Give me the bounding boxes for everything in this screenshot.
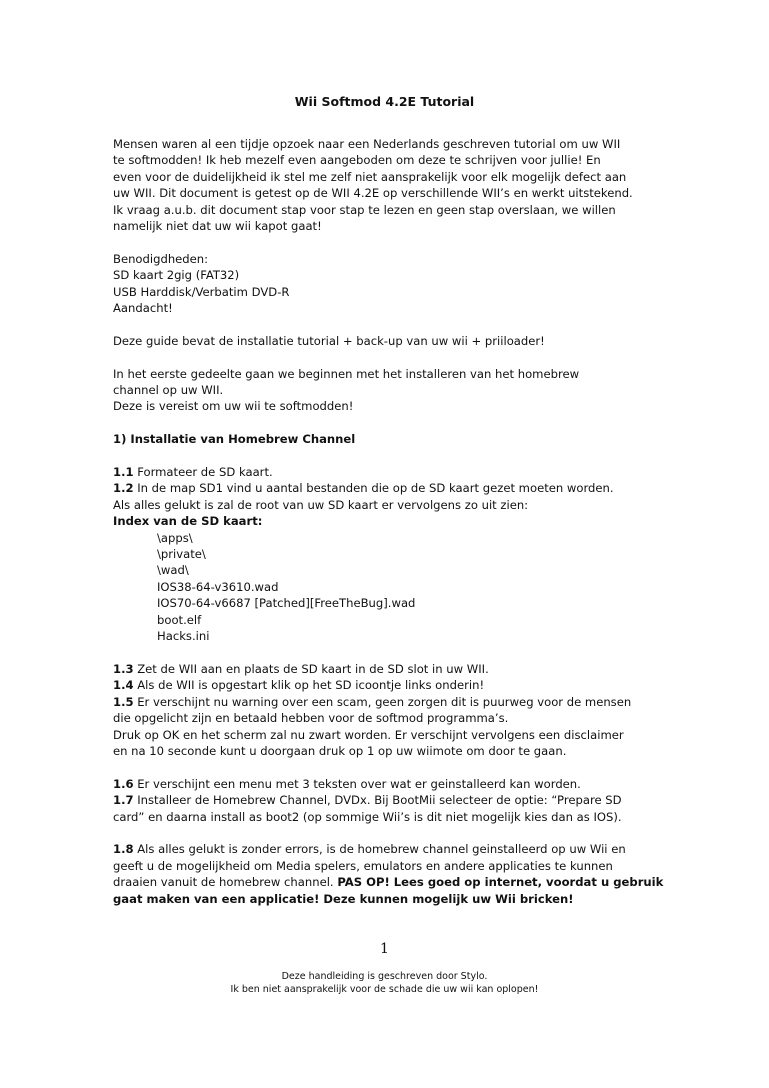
step-number: 1.2 bbox=[113, 481, 134, 496]
step-1-5 bbox=[113, 694, 658, 710]
step-text: Zet de WII aan en plaats de SD kaart in de SD slot in uw WII. bbox=[133, 661, 489, 676]
footer-line: Deze handleiding is geschreven door Stylo. bbox=[281, 971, 488, 982]
step-1-3 bbox=[113, 661, 658, 677]
guide-note: Deze guide bevat de installatie tutorial + back-up van uw wii + priiloader! bbox=[113, 333, 545, 348]
sd-index-item: boot.elf bbox=[157, 612, 202, 627]
requirement-item: SD kaart 2gig (FAT32) bbox=[113, 268, 240, 283]
step-1-4 bbox=[113, 677, 658, 693]
step-number: 1.1 bbox=[113, 465, 134, 480]
step-text: Er verschijnt een menu met 3 teksten over wat er geinstalleerd kan worden. bbox=[133, 776, 581, 791]
intro-paragraph bbox=[113, 136, 658, 234]
intro-line: namelijk niet dat uw wii kapot gaat! bbox=[113, 219, 322, 234]
step-number: 1.5 bbox=[113, 694, 134, 709]
sd-index-item: \apps\ bbox=[157, 530, 193, 545]
step-1-7-continued: card” en daarna install as boot2 (op sommige Wii’s is dit niet mogelijk kies dan as IOS). bbox=[113, 809, 622, 824]
step-text: Er verschijnt nu warning over een scam, geen zorgen dit is puurweg voor de mensen bbox=[133, 694, 632, 709]
page-number: 1 bbox=[380, 941, 389, 957]
step-number: 1.3 bbox=[113, 661, 134, 676]
step-1-7 bbox=[113, 792, 658, 808]
step-number: 1.6 bbox=[113, 776, 134, 791]
step-text: Als alles gelukt is zonder errors, is de homebrew channel geinstalleerd op uw Wii en bbox=[133, 842, 626, 857]
part-intro-paragraph bbox=[113, 366, 658, 415]
page-footer bbox=[0, 970, 769, 996]
step-1-1 bbox=[113, 464, 658, 480]
step-text: In de map SD1 vind u aantal bestanden die op de SD kaart gezet moeten worden. bbox=[133, 481, 614, 496]
section-heading: 1) Installatie van Homebrew Channel bbox=[113, 432, 356, 447]
step-text: Installeer de Homebrew Channel, DVDx. Bij BootMii selecteer de optie: “Prepare SD bbox=[133, 793, 622, 808]
step-1-2 bbox=[113, 480, 658, 496]
intro-line: even voor de duidelijkheid ik stel me zelf niet aansprakelijk voor elk mogelijk defect aan bbox=[113, 169, 627, 184]
requirement-item: USB Harddisk/Verbatim DVD-R bbox=[113, 284, 290, 299]
step-1-5-continued: die opgelicht zijn en betaald hebben voor de softmod programma’s. bbox=[113, 711, 509, 726]
requirements-heading: Benodigdheden: bbox=[113, 251, 209, 266]
intro-line: uw WII. Dit document is getest op de WII 4.2E op verschillende WII’s en werkt uitstekend. bbox=[113, 186, 633, 201]
step-number: 1.8 bbox=[113, 842, 134, 857]
sd-index-item: IOS70-64-v6687 [Patched][FreeTheBug].wad bbox=[157, 596, 416, 611]
step-1-5-continued: Druk op OK en het scherm zal nu zwart worden. Er verschijnt vervolgens een disclaimer bbox=[113, 727, 624, 742]
step-text: draaien vanuit de homebrew channel. bbox=[113, 875, 338, 890]
step-text: Als de WII is opgestart klik op het SD icoontje links onderin! bbox=[133, 678, 485, 693]
step-number: 1.4 bbox=[113, 678, 134, 693]
sd-index-item: \private\ bbox=[157, 547, 206, 562]
document-title: Wii Softmod 4.2E Tutorial bbox=[294, 94, 475, 109]
part-intro-line: In het eerste gedeelte gaan we beginnen met het installeren van het homebrew bbox=[113, 366, 580, 381]
intro-line: Ik vraag a.u.b. dit document stap voor stap te lezen en geen stap overslaan, we willen bbox=[113, 202, 616, 217]
step-1-8-continued bbox=[113, 874, 664, 890]
sd-index-item: IOS38-64-v3610.wad bbox=[157, 579, 279, 594]
sd-index-list bbox=[113, 530, 658, 645]
part-intro-line: channel op uw WII. bbox=[113, 383, 224, 398]
intro-line: te softmodden! Ik heb mezelf even aangeboden om deze te schrijven voor jullie! En bbox=[113, 153, 601, 168]
document-body bbox=[113, 136, 664, 907]
sd-index-item: \wad\ bbox=[157, 563, 189, 578]
intro-line: Mensen waren al een tijdje opzoek naar een Nederlands geschreven tutorial om uw WII bbox=[113, 137, 621, 151]
step-1-5-continued: en na 10 seconde kunt u doorgaan druk op 1 op uw wiimote om door te gaan. bbox=[113, 743, 567, 758]
step-text: Formateer de SD kaart. bbox=[133, 465, 273, 480]
sd-index-heading: Index van de SD kaart: bbox=[113, 514, 263, 529]
step-1-8-continued: geeft u de mogelijkheid om Media spelers, emulators en andere applicaties te kunnen bbox=[113, 858, 613, 873]
requirements-list bbox=[113, 251, 658, 317]
footer-line: Ik ben niet aansprakelijk voor de schade die uw wii kan oplopen! bbox=[230, 984, 539, 995]
sd-index-item: Hacks.ini bbox=[157, 629, 210, 644]
step-1-2-continued: Als alles gelukt is zal de root van uw SD kaart er vervolgens zo uit zien: bbox=[113, 497, 529, 512]
warning-text: PAS OP! Lees goed op internet, voordat u gebruik bbox=[337, 875, 664, 890]
warning-text: gaat maken van een applicatie! Deze kunnen mogelijk uw Wii bricken! bbox=[113, 891, 574, 906]
step-1-6 bbox=[113, 776, 658, 792]
part-intro-line: Deze is vereist om uw wii te softmodden! bbox=[113, 399, 354, 414]
step-1-8 bbox=[113, 841, 658, 857]
step-number: 1.7 bbox=[113, 793, 134, 808]
requirement-item: Aandacht! bbox=[113, 301, 173, 316]
